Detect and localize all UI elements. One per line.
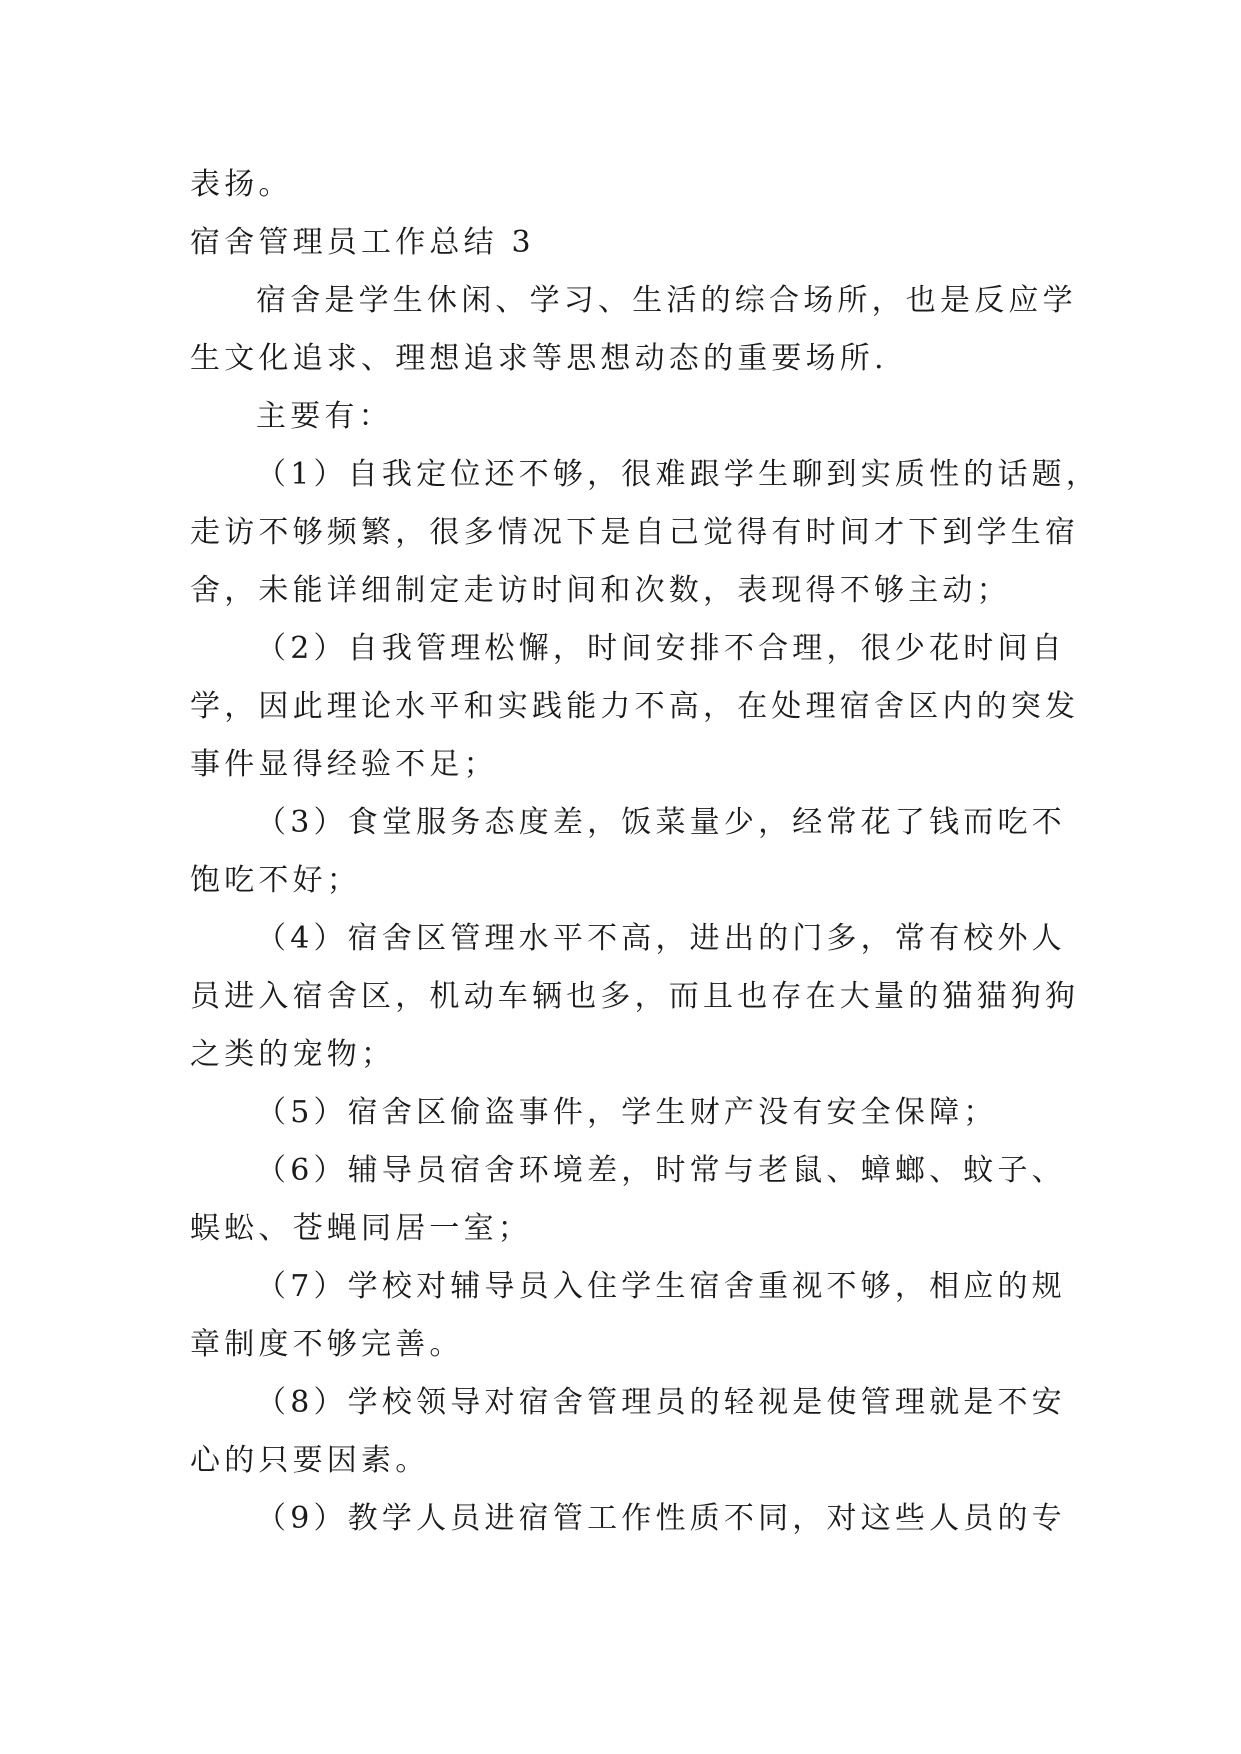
text-line: 宿舍管理员工作总结 3 bbox=[190, 225, 535, 260]
document-body bbox=[190, 156, 1101, 1548]
text-line: 走访不够频繁，很多情况下是自己觉得有时间才下到学生宿 bbox=[190, 515, 1080, 550]
text-line: 舍，未能详细制定走访时间和次数，表现得不够主动； bbox=[190, 573, 1011, 608]
text-line: （8）学校领导对宿舍管理员的轻视是使管理就是不安 bbox=[256, 1385, 1066, 1420]
text-line: 蜈蚣、苍蝇同居一室； bbox=[190, 1211, 532, 1246]
text-line: 主要有： bbox=[256, 399, 393, 434]
text-line: 学，因此理论水平和实践能力不高，在处理宿舍区内的突发 bbox=[190, 689, 1080, 724]
text-line: （6）辅导员宿舍环境差，时常与老鼠、蟑螂、蚊子、 bbox=[256, 1153, 1066, 1188]
text-line: 生文化追求、理想追求等思想动态的重要场所. bbox=[190, 341, 888, 376]
text-line: 饱吃不好； bbox=[190, 863, 361, 898]
text-line: （5）宿舍区偷盗事件，学生财产没有安全保障； bbox=[256, 1095, 998, 1130]
text-line: （2）自我管理松懈，时间安排不合理，很少花时间自 bbox=[256, 631, 1066, 666]
text-line: 之类的宠物； bbox=[190, 1037, 396, 1072]
text-line: （1）自我定位还不够，很难跟学生聊到实质性的话题， bbox=[256, 457, 1101, 492]
text-line: （3）食堂服务态度差，饭菜量少，经常花了钱而吃不 bbox=[256, 805, 1066, 840]
text-line: 员进入宿舍区，机动车辆也多，而且也存在大量的猫猫狗狗 bbox=[190, 979, 1080, 1014]
text-line: 表扬。 bbox=[190, 167, 293, 202]
text-line: （4）宿舍区管理水平不高，进出的门多，常有校外人 bbox=[256, 921, 1066, 956]
text-line: 事件显得经验不足； bbox=[190, 747, 498, 782]
text-line: 宿舍是学生休闲、学习、生活的综合场所，也是反应学 bbox=[256, 283, 1077, 318]
text-line: （9）教学人员进宿管工作性质不同，对这些人员的专 bbox=[256, 1501, 1066, 1536]
text-line: （7）学校对辅导员入住学生宿舍重视不够，相应的规 bbox=[256, 1269, 1066, 1304]
text-line: 心的只要因素。 bbox=[190, 1443, 430, 1478]
text-line: 章制度不够完善。 bbox=[190, 1327, 464, 1362]
